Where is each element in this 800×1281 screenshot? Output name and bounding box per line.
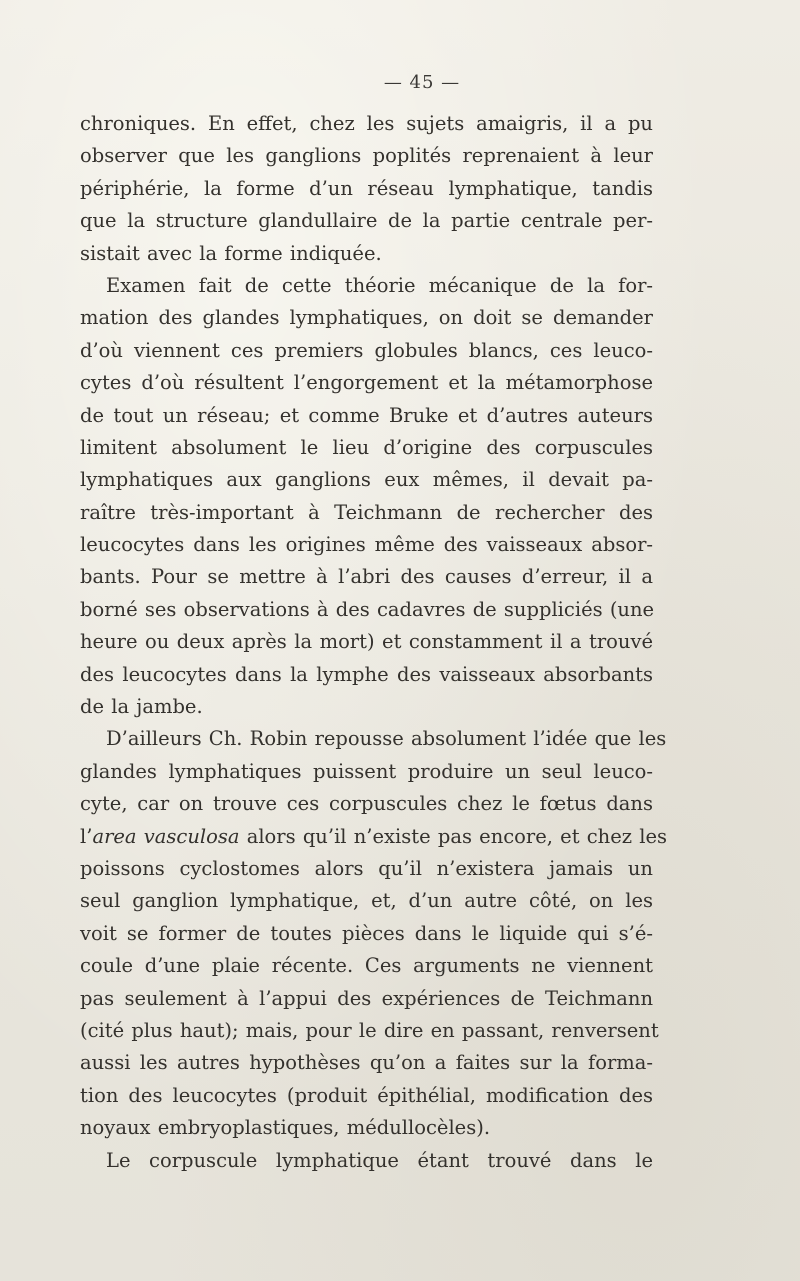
text-line: cyte, car on trouve ces corpuscules chez le fœtus dans bbox=[80, 792, 653, 816]
text-line: glandes lymphatiques puissent produire un seul leuco- bbox=[80, 759, 653, 783]
text-line: (cité plus haut); mais, pour le dire en passant, renversent bbox=[80, 1018, 659, 1042]
italic-term: area vasculosa bbox=[92, 824, 240, 848]
text-line: cytes d’où résultent l’engorgement et la métamorphose bbox=[80, 371, 653, 395]
text-line-with-italic bbox=[80, 821, 668, 853]
text-line: lymphatiques aux ganglions eux mêmes, il devait pa- bbox=[80, 468, 653, 492]
text-line: de tout un réseau; et comme Bruke et d’autres auteurs bbox=[80, 403, 653, 427]
text-line: poissons cyclostomes alors qu’il n’existera jamais un bbox=[80, 856, 653, 880]
page-number: — 45 — bbox=[383, 72, 461, 93]
text-line: de la jambe. bbox=[80, 695, 203, 719]
text-line: bants. Pour se mettre à l’abri des causes d’erreur, il a bbox=[80, 565, 653, 589]
text-line: heure ou deux après la mort) et constamment il a trouvé bbox=[80, 630, 653, 654]
text-line: pas seulement à l’appui des expériences de Teichmann bbox=[80, 986, 653, 1010]
text-line: sistait avec la forme indiquée. bbox=[80, 241, 382, 265]
text-prefix: l’ bbox=[80, 824, 93, 848]
body-text bbox=[80, 108, 668, 1177]
text-line: raître très-important à Teichmann de rechercher des bbox=[80, 500, 653, 524]
text-line: d’où viennent ces premiers globules blancs, ces leuco- bbox=[80, 338, 653, 362]
text-line: limitent absolument le lieu d’origine des corpuscules bbox=[80, 435, 653, 459]
text-line: que la structure glandullaire de la partie centrale per- bbox=[80, 209, 653, 233]
text-line: aussi les autres hypothèses qu’on a faites sur la forma- bbox=[80, 1051, 653, 1075]
text-line: voit se former de toutes pièces dans le liquide qui s’é- bbox=[80, 921, 653, 945]
text-line: leucocytes dans les origines même des vaisseaux absor- bbox=[80, 533, 653, 557]
text-line: coule d’une plaie récente. Ces arguments ne viennent bbox=[80, 954, 653, 978]
text-line: Examen fait de cette théorie mécanique de la for- bbox=[106, 273, 653, 297]
text-line: mation des glandes lymphatiques, on doit se demander bbox=[80, 306, 653, 330]
text-rest: alors qu’il n’existe pas encore, et chez les bbox=[239, 824, 668, 848]
text-line: chroniques. En effet, chez les sujets amaigris, il a pu bbox=[80, 112, 653, 135]
text-line: D’ailleurs Ch. Robin repousse absolument l’idée que les bbox=[106, 727, 667, 751]
text-line: observer que les ganglions poplités reprenaient à leur bbox=[80, 144, 653, 168]
text-line: des leucocytes dans la lymphe des vaisseaux absorbants bbox=[80, 662, 653, 686]
text-line: périphérie, la forme d’un réseau lymphatique, tandis bbox=[80, 176, 653, 200]
text-line: noyaux embryoplastiques, médullocèles). bbox=[80, 1116, 491, 1140]
text-line: Le corpuscule lymphatique étant trouvé dans le bbox=[106, 1148, 653, 1172]
text-line: seul ganglion lymphatique, et, d’un autre côté, on les bbox=[80, 889, 653, 913]
text-line: borné ses observations à des cadavres de suppliciés (une bbox=[80, 597, 655, 621]
text-line: tion des leucocytes (produit épithélial, modification des bbox=[80, 1083, 653, 1107]
